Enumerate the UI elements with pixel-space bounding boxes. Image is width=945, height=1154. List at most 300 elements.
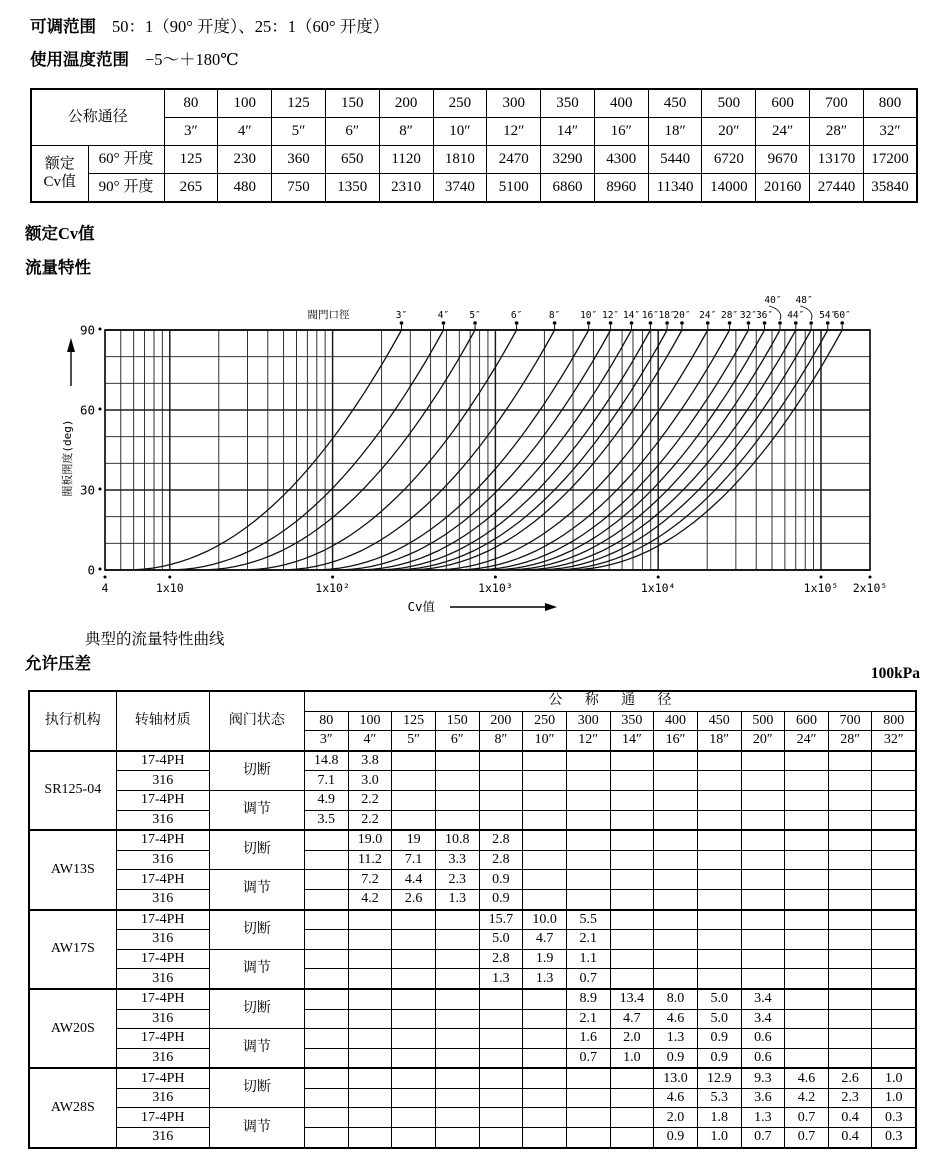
dp-value-cell: [392, 1009, 436, 1029]
size-inch-header: 12″: [487, 118, 541, 146]
dp-value-cell: [828, 949, 872, 969]
size-inch-header: 6″: [435, 731, 479, 751]
dp-unit-label: 100kPa: [870, 665, 920, 682]
dp-value-cell: 2.8: [479, 850, 523, 870]
adjustable-range-line: [30, 13, 389, 37]
cv-value-cell: 11340: [648, 174, 702, 203]
dp-value-cell: [697, 949, 741, 969]
dp-data-row: [29, 870, 916, 890]
svg-text:2x10⁵: 2x10⁵: [852, 581, 888, 595]
dp-value-cell: [654, 930, 698, 950]
dp-value-cell: [523, 1108, 567, 1128]
shaft-material-cell: 316: [116, 850, 209, 870]
dp-value-cell: 4.6: [654, 1088, 698, 1108]
dp-value-cell: 2.2: [348, 790, 392, 810]
dp-value-cell: [523, 1048, 567, 1068]
cv-value-cell: 3290: [541, 146, 595, 174]
dp-value-cell: 2.1: [566, 930, 610, 950]
dp-value-cell: [392, 1048, 436, 1068]
size-mm-header: 80: [304, 711, 348, 731]
dp-value-cell: [523, 1088, 567, 1108]
dp-value-cell: [872, 930, 916, 950]
svg-text:36″: 36″: [755, 310, 774, 321]
dp-value-cell: [304, 910, 348, 930]
dp-value-cell: [828, 790, 872, 810]
dp-value-cell: [785, 771, 829, 791]
dp-value-cell: [523, 889, 567, 909]
dp-value-cell: [610, 830, 654, 850]
dp-value-cell: 0.7: [785, 1128, 829, 1148]
cv-value-cell: 6720: [702, 146, 756, 174]
dp-value-cell: [741, 949, 785, 969]
shaft-material-cell: 17-4PH: [116, 790, 209, 810]
size-inch-header: 3″: [164, 118, 218, 146]
dp-value-cell: [392, 751, 436, 771]
cv-value-cell: 480: [218, 174, 272, 203]
dp-value-cell: [435, 969, 479, 989]
dp-value-cell: [785, 930, 829, 950]
size-mm-header: 400: [654, 711, 698, 731]
shaft-material-cell: 17-4PH: [116, 870, 209, 890]
dp-value-cell: 2.0: [610, 1029, 654, 1049]
dp-data-row: [29, 969, 916, 989]
flow-characteristic-heading: 流量特性: [25, 258, 91, 277]
actuator-cell: AW28S: [29, 1068, 116, 1147]
dp-value-cell: [610, 1068, 654, 1088]
dp-value-cell: 1.0: [872, 1068, 916, 1088]
dp-value-cell: [304, 949, 348, 969]
dp-value-cell: [610, 949, 654, 969]
dp-value-cell: [392, 771, 436, 791]
dp-value-cell: 8.9: [566, 989, 610, 1009]
dp-value-cell: [435, 1088, 479, 1108]
dp-value-cell: [435, 1029, 479, 1049]
dp-data-row: [29, 930, 916, 950]
cv-table-row: [31, 146, 917, 174]
dp-value-cell: [392, 1029, 436, 1049]
dp-value-cell: [435, 810, 479, 830]
shaft-material-cell: 316: [116, 1128, 209, 1148]
dp-value-cell: 10.8: [435, 830, 479, 850]
dp-value-cell: [523, 989, 567, 1009]
dp-value-cell: 15.7: [479, 910, 523, 930]
dp-value-cell: [828, 930, 872, 950]
cv-value-cell: 9670: [756, 146, 810, 174]
dp-value-cell: [523, 830, 567, 850]
dp-data-row: [29, 771, 916, 791]
dp-value-cell: 3.8: [348, 751, 392, 771]
dp-value-cell: [828, 889, 872, 909]
dp-value-cell: [697, 771, 741, 791]
dp-value-cell: [523, 1029, 567, 1049]
dp-value-cell: [566, 1068, 610, 1088]
dp-value-cell: 7.2: [348, 870, 392, 890]
cv-value-cell: 4300: [594, 146, 648, 174]
dp-value-cell: [435, 751, 479, 771]
dp-value-cell: [872, 1009, 916, 1029]
dp-value-cell: 0.7: [785, 1108, 829, 1128]
svg-text:0: 0: [87, 562, 95, 578]
cv-value-cell: 17200: [863, 146, 917, 174]
size-inch-header: 28″: [810, 118, 864, 146]
dp-value-cell: [785, 1029, 829, 1049]
dp-value-cell: 3.4: [741, 989, 785, 1009]
shaft-material-cell: 316: [116, 930, 209, 950]
dp-value-cell: 5.0: [697, 989, 741, 1009]
dp-value-cell: 0.3: [872, 1128, 916, 1148]
dp-value-cell: [697, 790, 741, 810]
dp-value-cell: [479, 1068, 523, 1088]
dp-value-cell: 7.1: [304, 771, 348, 791]
svg-text:4: 4: [101, 581, 109, 595]
cv-value-cell: 35840: [863, 174, 917, 203]
svg-text:12″: 12″: [601, 310, 620, 321]
valve-state-cell: 调节: [209, 949, 304, 989]
dp-value-cell: [610, 751, 654, 771]
allowable-dp-heading: 允许压差: [25, 654, 91, 673]
dp-value-cell: [348, 1029, 392, 1049]
valve-state-cell: 切断: [209, 910, 304, 950]
dp-value-cell: [392, 1088, 436, 1108]
svg-text:3″: 3″: [395, 310, 408, 321]
dp-value-cell: [566, 870, 610, 890]
size-mm-header: 80: [164, 89, 218, 118]
cv-value-cell: 14000: [702, 174, 756, 203]
shaft-material-cell: 17-4PH: [116, 1029, 209, 1049]
dp-value-cell: [741, 850, 785, 870]
size-mm-header: 600: [756, 89, 810, 118]
dp-value-cell: 3.5: [304, 810, 348, 830]
size-inch-header: 8″: [479, 731, 523, 751]
svg-text:44″: 44″: [787, 310, 805, 321]
dp-value-cell: [304, 889, 348, 909]
valve-state-cell: 调节: [209, 790, 304, 830]
dp-data-row: [29, 989, 916, 1009]
dp-value-cell: 0.9: [654, 1048, 698, 1068]
dp-value-cell: [828, 830, 872, 850]
shaft-material-cell: 316: [116, 1048, 209, 1068]
temperature-range-line: [30, 46, 239, 70]
size-inch-header: 18″: [648, 118, 702, 146]
dp-value-cell: [828, 1029, 872, 1049]
dp-value-cell: 5.0: [479, 930, 523, 950]
dp-value-cell: [785, 1048, 829, 1068]
dp-value-cell: [566, 1108, 610, 1128]
size-inch-header: 20″: [702, 118, 756, 146]
dp-value-cell: [479, 1029, 523, 1049]
dp-value-cell: 1.3: [479, 969, 523, 989]
valve-state-cell: 切断: [209, 1068, 304, 1108]
svg-text:1x10³: 1x10³: [478, 581, 513, 595]
dp-value-cell: [872, 810, 916, 830]
dp-value-cell: 4.2: [348, 889, 392, 909]
dp-value-cell: 3.6: [741, 1088, 785, 1108]
size-mm-header: 600: [785, 711, 829, 731]
size-mm-header: 150: [325, 89, 379, 118]
dp-value-cell: [654, 810, 698, 830]
dp-value-cell: 19.0: [348, 830, 392, 850]
cv-value-cell: 5100: [487, 174, 541, 203]
dp-value-cell: [741, 969, 785, 989]
dp-value-cell: [435, 1068, 479, 1088]
dp-value-cell: [697, 969, 741, 989]
dp-value-cell: 0.4: [828, 1128, 872, 1148]
size-mm-header: 700: [828, 711, 872, 731]
dp-value-cell: [785, 989, 829, 1009]
dp-value-cell: 2.1: [566, 1009, 610, 1029]
dp-value-cell: [435, 1009, 479, 1029]
dp-value-cell: [304, 969, 348, 989]
dp-value-cell: [392, 969, 436, 989]
dp-value-cell: [479, 1088, 523, 1108]
dp-value-cell: [872, 889, 916, 909]
dp-value-cell: [610, 930, 654, 950]
dp-value-cell: [304, 930, 348, 950]
dp-value-cell: [697, 889, 741, 909]
svg-text:5″: 5″: [469, 310, 481, 321]
dp-value-cell: 19: [392, 830, 436, 850]
dp-value-cell: [654, 751, 698, 771]
dp-value-cell: [435, 1048, 479, 1068]
dp-value-cell: [828, 1009, 872, 1029]
svg-text:6″: 6″: [510, 310, 523, 321]
dp-value-cell: 14.8: [304, 751, 348, 771]
dp-data-row: [29, 949, 916, 969]
dp-value-cell: [348, 1128, 392, 1148]
dp-value-cell: [304, 989, 348, 1009]
size-inch-header: 10″: [433, 118, 487, 146]
cv-value-cell: 750: [272, 174, 326, 203]
dp-value-cell: 0.9: [654, 1128, 698, 1148]
dp-value-cell: 0.4: [828, 1108, 872, 1128]
svg-text:60: 60: [79, 402, 95, 418]
valve-state-cell: 调节: [209, 1029, 304, 1069]
dp-value-cell: [872, 771, 916, 791]
dp-value-cell: [348, 1009, 392, 1029]
dp-header-row: [29, 691, 916, 711]
shaft-material-cell: 316: [116, 1009, 209, 1029]
dp-column-header: 阀门状态: [209, 691, 304, 751]
size-inch-header: 12″: [566, 731, 610, 751]
dp-value-cell: 10.0: [523, 910, 567, 930]
dp-value-cell: 5.5: [566, 910, 610, 930]
dp-value-cell: [348, 910, 392, 930]
dp-value-cell: [304, 870, 348, 890]
dp-value-cell: [610, 910, 654, 930]
dp-value-cell: [304, 850, 348, 870]
dp-data-row: [29, 1088, 916, 1108]
dp-value-cell: 1.6: [566, 1029, 610, 1049]
dp-value-cell: [785, 790, 829, 810]
size-inch-header: 24″: [756, 118, 810, 146]
dp-value-cell: 13.0: [654, 1068, 698, 1088]
dp-value-cell: [479, 1009, 523, 1029]
dp-value-cell: [697, 751, 741, 771]
size-mm-header: 450: [648, 89, 702, 118]
svg-text:1x10⁵: 1x10⁵: [803, 581, 839, 595]
dp-value-cell: [523, 1068, 567, 1088]
dp-value-cell: 1.9: [523, 949, 567, 969]
dp-data-row: [29, 1048, 916, 1068]
dp-value-cell: [566, 790, 610, 810]
dp-value-cell: [828, 870, 872, 890]
dp-value-cell: 9.3: [741, 1068, 785, 1088]
dp-value-cell: [392, 1128, 436, 1148]
size-inch-header: 3″: [304, 731, 348, 751]
dp-data-row: [29, 751, 916, 771]
cv-table-row: [31, 174, 917, 203]
dp-value-cell: 8.0: [654, 989, 698, 1009]
svg-text:1x10²: 1x10²: [315, 581, 350, 595]
size-mm-header: 350: [541, 89, 595, 118]
dp-value-cell: 11.2: [348, 850, 392, 870]
dp-value-cell: [785, 830, 829, 850]
dp-value-cell: [392, 930, 436, 950]
dp-value-cell: 4.2: [785, 1088, 829, 1108]
size-inch-header: 10″: [523, 731, 567, 751]
dp-value-cell: [872, 949, 916, 969]
dp-value-cell: [566, 850, 610, 870]
dp-value-cell: [785, 889, 829, 909]
dp-value-cell: [697, 910, 741, 930]
dp-value-cell: [348, 930, 392, 950]
shaft-material-cell: 17-4PH: [116, 1068, 209, 1088]
dp-value-cell: [872, 751, 916, 771]
actuator-cell: AW13S: [29, 830, 116, 909]
dp-value-cell: 7.1: [392, 850, 436, 870]
dp-value-cell: 0.9: [479, 889, 523, 909]
dp-value-cell: [610, 790, 654, 810]
size-mm-header: 200: [479, 711, 523, 731]
size-inch-header: 5″: [272, 118, 326, 146]
dp-value-cell: [610, 771, 654, 791]
size-mm-header: 125: [272, 89, 326, 118]
dp-value-cell: [435, 949, 479, 969]
dp-value-cell: 0.6: [741, 1029, 785, 1049]
dp-data-row: [29, 1009, 916, 1029]
dp-value-cell: [566, 1128, 610, 1148]
dp-value-cell: [741, 870, 785, 890]
dp-value-cell: [785, 850, 829, 870]
adjustable-range-label: 可调范围: [30, 17, 96, 36]
dp-value-cell: [435, 790, 479, 810]
shaft-material-cell: 316: [116, 969, 209, 989]
dp-value-cell: [304, 1088, 348, 1108]
size-inch-header: 8″: [379, 118, 433, 146]
size-inch-header: 20″: [741, 731, 785, 751]
rated-cv-table: [30, 88, 918, 203]
size-inch-header: 28″: [828, 731, 872, 751]
dp-value-cell: [435, 1128, 479, 1148]
dp-value-cell: [392, 790, 436, 810]
cv-value-cell: 650: [325, 146, 379, 174]
shaft-material-cell: 17-4PH: [116, 830, 209, 850]
dp-value-cell: [523, 850, 567, 870]
dp-value-cell: [828, 810, 872, 830]
dp-value-cell: 5.0: [697, 1009, 741, 1029]
dp-value-cell: [479, 989, 523, 1009]
dp-value-cell: [435, 1108, 479, 1128]
svg-text:60″: 60″: [833, 310, 851, 321]
cv-value-cell: 125: [164, 146, 218, 174]
dp-value-cell: [697, 830, 741, 850]
size-mm-header: 700: [810, 89, 864, 118]
dp-value-cell: 4.6: [785, 1068, 829, 1088]
dp-value-cell: 3.4: [741, 1009, 785, 1029]
dp-value-cell: 2.8: [479, 949, 523, 969]
dp-value-cell: 2.3: [435, 870, 479, 890]
size-mm-header: 450: [697, 711, 741, 731]
dp-value-cell: [348, 949, 392, 969]
dp-value-cell: 4.4: [392, 870, 436, 890]
valve-state-cell: 调节: [209, 1108, 304, 1148]
dp-value-cell: [610, 870, 654, 890]
shaft-material-cell: 316: [116, 810, 209, 830]
dp-value-cell: [872, 989, 916, 1009]
dp-value-cell: 0.7: [566, 969, 610, 989]
cv-value-cell: 6860: [541, 174, 595, 203]
dp-value-cell: [697, 810, 741, 830]
dp-value-cell: 2.2: [348, 810, 392, 830]
dp-value-cell: [392, 1068, 436, 1088]
dp-value-cell: [872, 850, 916, 870]
dp-data-row: [29, 1068, 916, 1088]
dp-value-cell: [697, 870, 741, 890]
dp-value-cell: [741, 810, 785, 830]
dp-value-cell: 0.7: [741, 1128, 785, 1148]
dp-data-row: [29, 810, 916, 830]
size-inch-header: 6″: [325, 118, 379, 146]
dp-value-cell: 5.3: [697, 1088, 741, 1108]
size-mm-header: 350: [610, 711, 654, 731]
dp-value-cell: [348, 1108, 392, 1128]
dp-value-cell: [523, 771, 567, 791]
dp-value-cell: [654, 830, 698, 850]
svg-text:1x10: 1x10: [155, 581, 184, 595]
shaft-material-cell: 316: [116, 1088, 209, 1108]
dp-value-cell: [566, 889, 610, 909]
size-mm-header: 100: [218, 89, 272, 118]
svg-text:48″: 48″: [795, 295, 813, 306]
cv-value-cell: 230: [218, 146, 272, 174]
size-mm-header: 800: [872, 711, 916, 731]
dp-value-cell: [654, 771, 698, 791]
dp-value-cell: [348, 989, 392, 1009]
dp-value-cell: [828, 989, 872, 1009]
opening-label: 60° 开度: [88, 146, 164, 174]
dp-value-cell: [392, 1108, 436, 1128]
size-mm-header: 300: [566, 711, 610, 731]
dp-value-cell: [566, 751, 610, 771]
dp-value-cell: [392, 949, 436, 969]
dp-data-row: [29, 1128, 916, 1148]
dp-value-cell: [304, 1068, 348, 1088]
cv-value-cell: 265: [164, 174, 218, 203]
dp-value-cell: [785, 969, 829, 989]
dp-value-cell: [654, 850, 698, 870]
dp-value-cell: [566, 830, 610, 850]
dp-column-header: 执行机构: [29, 691, 116, 751]
dp-value-cell: 1.0: [697, 1128, 741, 1148]
dp-value-cell: 0.9: [697, 1048, 741, 1068]
dp-value-cell: [435, 910, 479, 930]
actuator-cell: SR125-04: [29, 751, 116, 830]
dp-value-cell: 2.6: [828, 1068, 872, 1088]
shaft-material-cell: 17-4PH: [116, 910, 209, 930]
dp-value-cell: [828, 850, 872, 870]
dp-value-cell: [566, 1088, 610, 1108]
dp-value-cell: 4.7: [523, 930, 567, 950]
